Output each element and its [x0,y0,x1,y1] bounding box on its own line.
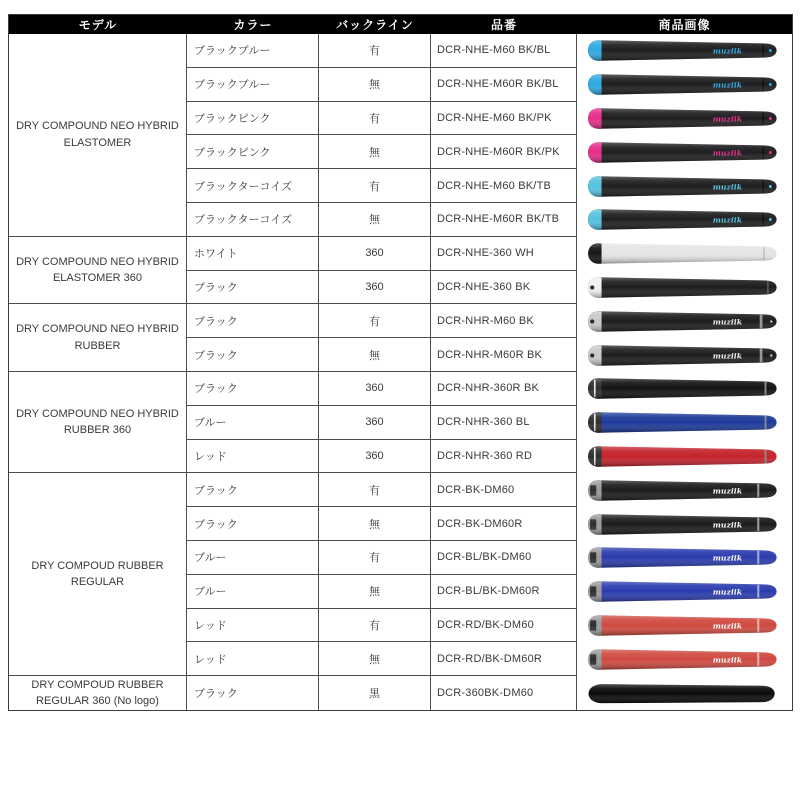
grip-image [584,544,785,571]
color-cell: ブラック [187,507,319,541]
color-cell: ブラックブルー [187,68,319,102]
part-number-cell: DCR-RD/BK-DM60 [431,609,577,643]
backline-cell: 360 [319,271,431,305]
backline-cell: 無 [319,135,431,169]
backline-cell: 360 [319,372,431,406]
part-number-cell: DCR-NHR-M60 BK [431,304,577,338]
product-image-row [577,304,792,338]
product-image-row [577,406,792,440]
grip-image [584,646,785,673]
color-cell: ブラックブルー [187,34,319,68]
part-number-cell: DCR-NHE-M60 BK/BL [431,34,577,68]
color-cell: レッド [187,440,319,474]
product-image-row [577,34,792,68]
color-cell: ブラック [187,372,319,406]
part-number-cell: DCR-NHE-360 BK [431,271,577,305]
color-cell: レッド [187,642,319,676]
product-image-row [577,609,792,643]
header-part-number: 品番 [431,15,577,34]
grip-image [584,206,785,233]
product-image-row [577,473,792,507]
color-cell: ブラックターコイズ [187,203,319,237]
color-cell: ブラックピンク [187,135,319,169]
grip-image [584,274,785,301]
part-number-cell: DCR-360BK-DM60 [431,676,577,710]
backline-cell: 360 [319,406,431,440]
backline-cell: 無 [319,68,431,102]
product-image-row [577,372,792,406]
header-product-image: 商品画像 [577,15,792,34]
color-cell: ブルー [187,575,319,609]
product-image-row [577,203,792,237]
color-cell: ブラック [187,304,319,338]
grip-image [584,443,785,470]
backline-cell: 無 [319,203,431,237]
grip-image [584,375,785,402]
product-image-row [577,338,792,372]
product-image-row [577,169,792,203]
part-number-cell: DCR-BL/BK-DM60 [431,541,577,575]
model-cell: DRY COMPOUD RUBBER REGULAR 360 (No logo) [9,676,187,710]
color-cell: ブラック [187,271,319,305]
product-image-row [577,135,792,169]
product-image-row [577,237,792,271]
part-number-cell: DCR-NHR-360R BK [431,372,577,406]
grip-image [584,173,785,200]
model-cell: DRY COMPOUD RUBBER REGULAR [9,473,187,676]
backline-cell: 有 [319,609,431,643]
grip-image [584,105,785,132]
part-number-cell: DCR-NHE-M60R BK/BL [431,68,577,102]
part-number-cell: DCR-BK-DM60R [431,507,577,541]
product-image-row [577,271,792,305]
model-cell: DRY COMPOUND NEO HYBRID RUBBER [9,304,187,372]
backline-cell: 有 [319,541,431,575]
grip-image [584,578,785,605]
product-image-row [577,575,792,609]
backline-cell: 360 [319,237,431,271]
grip-image [584,511,785,538]
grip-image [584,71,785,98]
grip-image [584,240,785,267]
backline-cell: 有 [319,473,431,507]
part-number-cell: DCR-BL/BK-DM60R [431,575,577,609]
backline-cell: 無 [319,338,431,372]
header-backline: バックライン [319,15,431,34]
product-image-row [577,68,792,102]
backline-cell: 有 [319,169,431,203]
grip-image [584,139,785,166]
backline-cell: 有 [319,34,431,68]
color-cell: ブラック [187,473,319,507]
grip-image [584,612,785,639]
grip-image [584,477,785,504]
color-cell: ブルー [187,541,319,575]
product-image-row [577,102,792,136]
grip-image [584,680,785,707]
color-cell: レッド [187,609,319,643]
color-cell: ホワイト [187,237,319,271]
product-image-cell [577,34,792,710]
part-number-cell: DCR-NHE-M60 BK/TB [431,169,577,203]
part-number-cell: DCR-NHR-M60R BK [431,338,577,372]
model-cell: DRY COMPOUND NEO HYBRID RUBBER 360 [9,372,187,473]
part-number-cell: DCR-NHE-M60R BK/PK [431,135,577,169]
product-image-row [577,541,792,575]
part-number-cell: DCR-NHR-360 RD [431,440,577,474]
header-model: モデル [9,15,187,34]
product-spec-table [8,14,793,711]
product-image-row [577,676,792,710]
backline-cell: 黒 [319,676,431,710]
grip-image [584,342,785,369]
model-cell: DRY COMPOUND NEO HYBRID ELASTOMER 360 [9,237,187,305]
model-cell: DRY COMPOUND NEO HYBRID ELASTOMER [9,34,187,237]
grip-image [584,409,785,436]
grip-image [584,37,785,64]
grip-image [584,308,785,335]
backline-cell: 無 [319,642,431,676]
color-cell: ブラックターコイズ [187,169,319,203]
color-cell: ブルー [187,406,319,440]
header-color: カラー [187,15,319,34]
product-image-row [577,440,792,474]
product-image-row [577,642,792,676]
color-cell: ブラックピンク [187,102,319,136]
product-image-row [577,507,792,541]
backline-cell: 無 [319,575,431,609]
color-cell: ブラック [187,338,319,372]
part-number-cell: DCR-NHE-M60R BK/TB [431,203,577,237]
part-number-cell: DCR-NHE-M60 BK/PK [431,102,577,136]
backline-cell: 有 [319,304,431,338]
backline-cell: 360 [319,440,431,474]
color-cell: ブラック [187,676,319,710]
part-number-cell: DCR-BK-DM60 [431,473,577,507]
backline-cell: 無 [319,507,431,541]
part-number-cell: DCR-NHE-360 WH [431,237,577,271]
part-number-cell: DCR-RD/BK-DM60R [431,642,577,676]
part-number-cell: DCR-NHR-360 BL [431,406,577,440]
backline-cell: 有 [319,102,431,136]
